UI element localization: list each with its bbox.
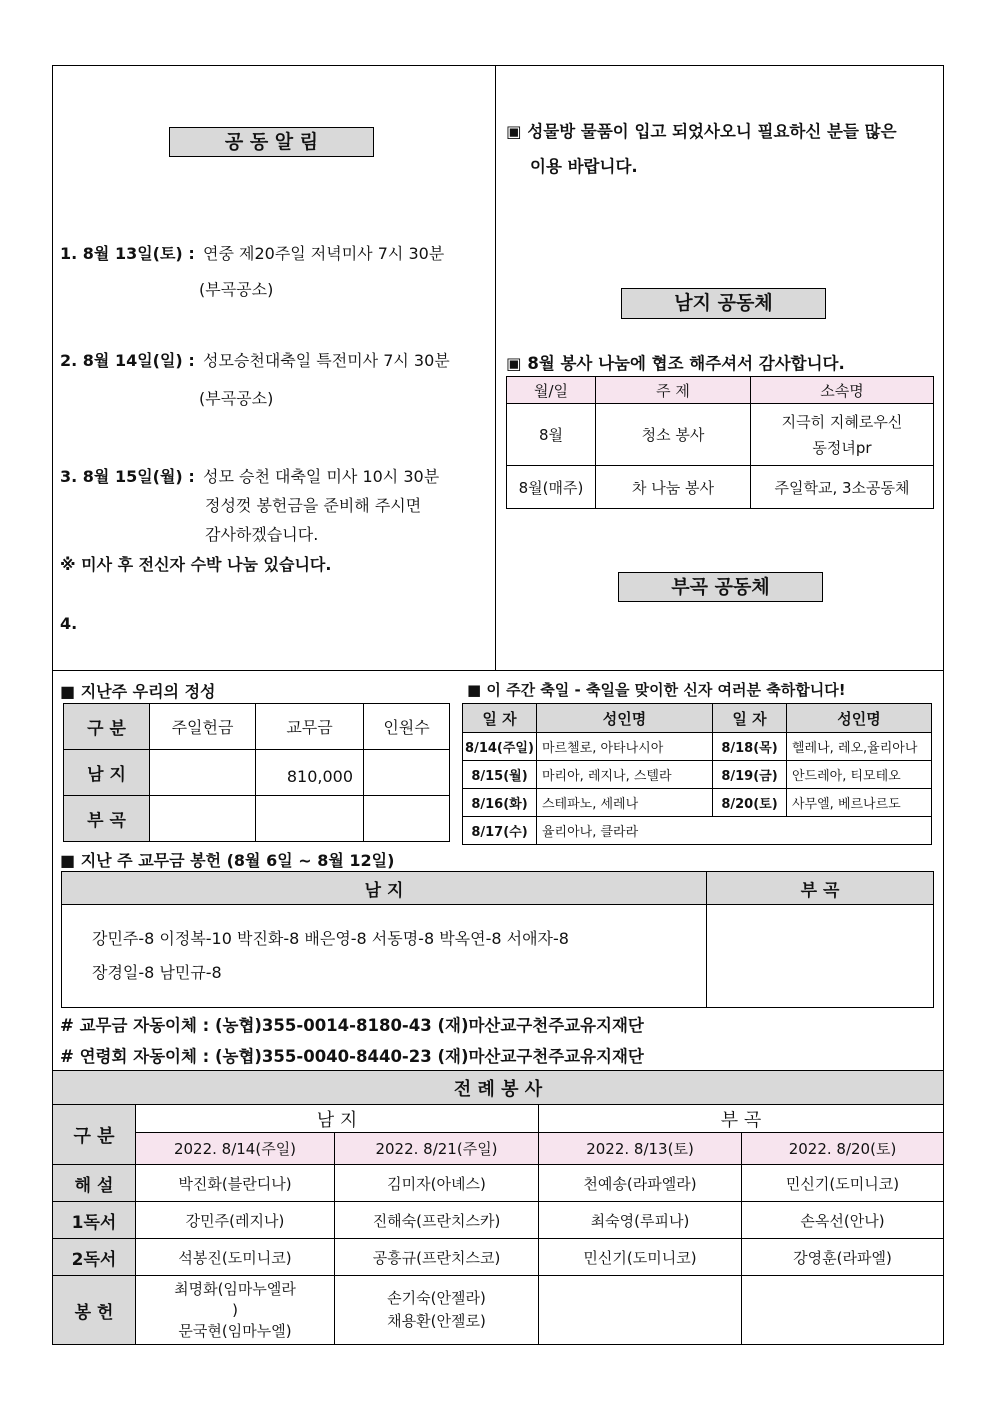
dues-namji-line: 장경일-8 남민규-8 [92, 963, 222, 982]
liturgy-bugok-header: 부 곡 [539, 1105, 944, 1133]
thanks-line: ▣ 8월 봉사 나눔에 협조 해주셔서 감사합니다. [506, 354, 845, 373]
liturgy-cell: 박진화(블란디나) [136, 1165, 335, 1202]
offering-cell [150, 796, 256, 842]
feast-header: 성인명 [537, 704, 713, 733]
dues-heading: ■ 지난 주 교무금 봉헌 (8월 6일 ~ 8월 12일) [60, 851, 395, 870]
liturgy-offer-line: 채용환(안젤로) [387, 1312, 486, 1330]
service-org-line: 동정녀pr [812, 438, 872, 457]
item3-text: 성모 승천 대축일 미사 10시 30분 [203, 467, 440, 486]
service-header-date: 월/일 [507, 377, 596, 404]
dues-table [61, 871, 934, 1008]
item2-sub: (부곡공소) [199, 389, 274, 408]
middle-right-border [943, 670, 944, 1070]
feast-saints: 헬레나, 레오,율리아나 [787, 733, 932, 761]
offering-row-label: 남 지 [64, 750, 150, 796]
feast-saints: 율리아나, 클라라 [537, 817, 932, 845]
item1-text: 연중 제20주일 저녁미사 7시 30분 [203, 244, 445, 263]
feast-date: 8/16(화) [463, 789, 537, 817]
bugok-community-title: 부곡 공동체 [618, 572, 823, 602]
feast-header: 일 자 [713, 704, 787, 733]
liturgy-cell: 손옥선(안나) [742, 1202, 944, 1239]
offering-table [63, 703, 450, 842]
service-cell: 차 나눔 봉사 [596, 466, 751, 509]
feast-table [462, 703, 932, 845]
liturgy-cell: 석봉진(도미니코) [136, 1239, 335, 1276]
offering-cell [256, 796, 364, 842]
offering-cell [364, 750, 450, 796]
liturgy-cell: 민신기(도미니코) [742, 1165, 944, 1202]
service-header-org: 소속명 [751, 377, 934, 404]
shop-notice-line2: 이용 바랍니다. [530, 157, 638, 176]
liturgy-date: 2022. 8/13(토) [539, 1133, 742, 1165]
dues-header-namji: 남 지 [62, 872, 707, 905]
feast-date: 8/18(목) [713, 733, 787, 761]
liturgy-date: 2022. 8/20(토) [742, 1133, 944, 1165]
feast-saints: 안드레아, 티모테오 [787, 761, 932, 789]
dues-bugok-cell [707, 905, 934, 1008]
offering-header-dues: 교무금 [256, 704, 364, 750]
feast-saints: 사무엘, 베르나르도 [787, 789, 932, 817]
item3-sub: 정성껏 봉헌금을 준비해 주시면 [205, 496, 422, 515]
liturgy-offer-line: 문국현(임마누엘) [178, 1321, 292, 1340]
liturgy-date: 2022. 8/21(주일) [335, 1133, 539, 1165]
middle-left-border [52, 670, 53, 1070]
offering-cell [364, 796, 450, 842]
liturgy-role: 1독서 [53, 1202, 136, 1239]
top-divider [495, 65, 496, 671]
service-header-topic: 주 제 [596, 377, 751, 404]
feast-date: 8/17(수) [463, 817, 537, 845]
feast-saints: 스테파노, 세레나 [537, 789, 713, 817]
offering-header-count: 인원수 [364, 704, 450, 750]
liturgy-offer-cell [136, 1276, 335, 1345]
offering-cell [150, 750, 256, 796]
namji-community-title: 남지 공동체 [621, 288, 826, 319]
liturgy-cell: 진해숙(프란치스카) [335, 1202, 539, 1239]
dues-namji-cell [62, 905, 707, 1008]
liturgy-offer-cell [539, 1276, 742, 1345]
feast-header: 성인명 [787, 704, 932, 733]
liturgy-offer-cell [335, 1276, 539, 1345]
liturgy-table [52, 1070, 944, 1345]
transfer-line2: # 연령회 자동이체 : (농협)355-0040-8440-23 (재)마산교구천주교유지재단 [60, 1047, 644, 1066]
item2-label: 2. 8월 14일(일) : [60, 351, 195, 370]
offering-header-gubun: 구 분 [64, 704, 150, 750]
liturgy-cell: 강영훈(라파엘) [742, 1239, 944, 1276]
item1-sub: (부곡공소) [199, 280, 274, 299]
dues-namji-line: 강민주-8 이정복-10 박진화-8 배은영-8 서동명-8 박옥연-8 서애자-8 [92, 929, 569, 948]
offering-row-label: 부 곡 [64, 796, 150, 842]
liturgy-offer-line: 최명화(임마누엘라 [174, 1279, 296, 1298]
feast-saints: 마리아, 레지나, 스텔라 [537, 761, 713, 789]
offering-cell: 810,000 [256, 750, 364, 796]
common-notice-title: 공 동 알 림 [169, 127, 374, 157]
feast-date: 8/14(주일) [463, 733, 537, 761]
note-watermelon: ※ 미사 후 전신자 수박 나눔 있습니다. [60, 555, 332, 574]
offering-header-sunday: 주일헌금 [150, 704, 256, 750]
liturgy-offer-cell [742, 1276, 944, 1345]
liturgy-title: 전 례 봉 사 [53, 1071, 944, 1105]
service-org-line: 지극히 지혜로우신 [781, 412, 903, 431]
service-cell: 8월 [507, 404, 596, 466]
liturgy-role: 해 설 [53, 1165, 136, 1202]
item4-label: 4. [60, 614, 78, 633]
liturgy-cell: 천예송(라파엘라) [539, 1165, 742, 1202]
service-cell [751, 404, 934, 466]
feast-header: 일 자 [463, 704, 537, 733]
service-cell: 8월(매주) [507, 466, 596, 509]
liturgy-namji-header: 남 지 [136, 1105, 539, 1133]
offering-heading: ■ 지난주 우리의 정성 [60, 682, 216, 701]
liturgy-offer-line: 손기숙(안젤라) [387, 1289, 486, 1307]
dues-header-bugok: 부 곡 [707, 872, 934, 905]
feast-saints: 마르첼로, 아타나시아 [537, 733, 713, 761]
liturgy-role: 봉 헌 [53, 1276, 136, 1345]
item3-sub2: 감사하겠습니다. [205, 525, 319, 544]
service-cell: 청소 봉사 [596, 404, 751, 466]
feast-date: 8/19(금) [713, 761, 787, 789]
liturgy-cell: 김미자(아녜스) [335, 1165, 539, 1202]
transfer-line1: # 교무금 자동이체 : (농협)355-0014-8180-43 (재)마산교구천주교유지재단 [60, 1016, 644, 1035]
feast-heading: ■ 이 주간 축일 - 축일을 맞이한 신자 여러분 축하합니다! [467, 681, 846, 699]
feast-date: 8/20(토) [713, 789, 787, 817]
liturgy-cell: 최숙영(루피나) [539, 1202, 742, 1239]
liturgy-cell: 강민주(레지나) [136, 1202, 335, 1239]
liturgy-cell: 민신기(도미니코) [539, 1239, 742, 1276]
shop-notice-line1: ▣ 성물방 물품이 입고 되었사오니 필요하신 분들 많은 [506, 122, 897, 141]
liturgy-role: 2독서 [53, 1239, 136, 1276]
item2-text: 성모승천대축일 특전미사 7시 30분 [203, 351, 450, 370]
liturgy-date: 2022. 8/14(주일) [136, 1133, 335, 1165]
service-table [506, 376, 934, 509]
liturgy-gubun: 구 분 [53, 1105, 136, 1165]
item1-label: 1. 8월 13일(토) : [60, 244, 195, 263]
feast-date: 8/15(월) [463, 761, 537, 789]
liturgy-offer-line: ) [232, 1300, 238, 1319]
item3-label: 3. 8월 15일(월) : [60, 467, 195, 486]
liturgy-cell: 공흥규(프란치스코) [335, 1239, 539, 1276]
service-cell: 주일학교, 3소공동체 [751, 466, 934, 509]
